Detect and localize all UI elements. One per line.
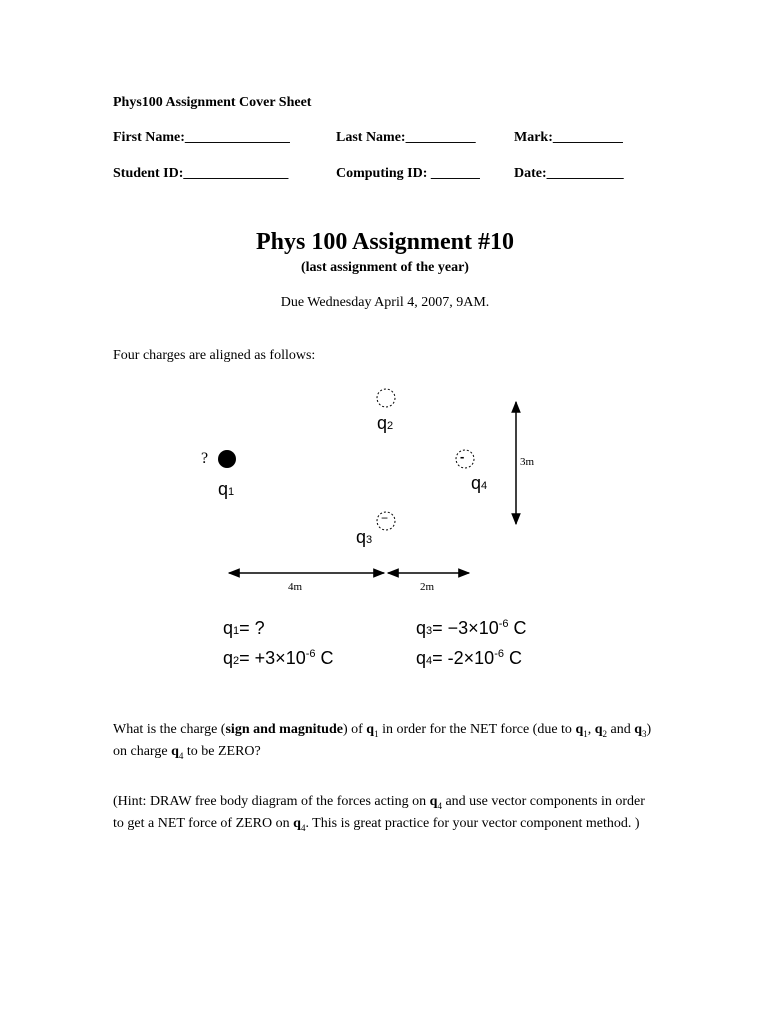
q1-value: q1= ?: [223, 618, 265, 638]
assignment-title: Phys 100 Assignment #10: [255, 229, 515, 255]
computing-id-field: Computing ID: _______: [336, 166, 480, 181]
q1-unknown-mark: ?: [201, 450, 209, 467]
mark-field: Mark:__________: [514, 130, 623, 145]
intro-text: Four charges are aligned as follows:: [113, 348, 316, 363]
q3-label: q3: [356, 527, 373, 547]
q4-value: $q4= -2\times 10^{-6}$ C: [416, 648, 522, 668]
q3-sign: −: [381, 511, 389, 525]
hint-text: (Hint: DRAW free body diagram of the forces acting on $q_4$ and use vector components in order to get a NET force of ZERO on $q_4$. This is great practice for your vector component method. ): [113, 794, 645, 833]
q4-label: q4: [471, 473, 488, 493]
last-name-field: Last Name:__________: [336, 130, 476, 145]
dimension-label-2m: 2m: [420, 581, 435, 593]
student-id-field: Student ID:_______________: [113, 166, 289, 181]
question-text: What is the charge (sign and magnitude) of $q_1$ in order for the NET force (due to $q_1$, $q_2$ and $q_3$) on charge $q_4$ to be ZERO?: [113, 722, 652, 761]
q2-value: $q2= +3\times 10^{-6}$ C: [223, 648, 334, 668]
cover-title: Phys100 Assignment Cover Sheet: [113, 95, 312, 110]
first-name-field: First Name:_______________: [113, 130, 290, 145]
q4-sign: -: [460, 449, 465, 464]
q2-label: q2: [377, 413, 394, 433]
due-date: Due Wednesday April 4, 2007, 9AM.: [280, 295, 490, 310]
date-field: Date:___________: [514, 166, 624, 181]
q1-label: q1: [218, 479, 235, 499]
assignment-subtitle: (last assignment of the year): [301, 260, 469, 275]
q4-charge: [456, 450, 474, 468]
q2-charge: [377, 389, 395, 407]
vertical-dimension-label: 3m: [520, 456, 535, 468]
dimension-label-4m: 4m: [288, 581, 303, 593]
q3-value: $q3= -3\times 10^{-6}$ C: [416, 618, 527, 638]
q1-charge: [218, 450, 236, 468]
